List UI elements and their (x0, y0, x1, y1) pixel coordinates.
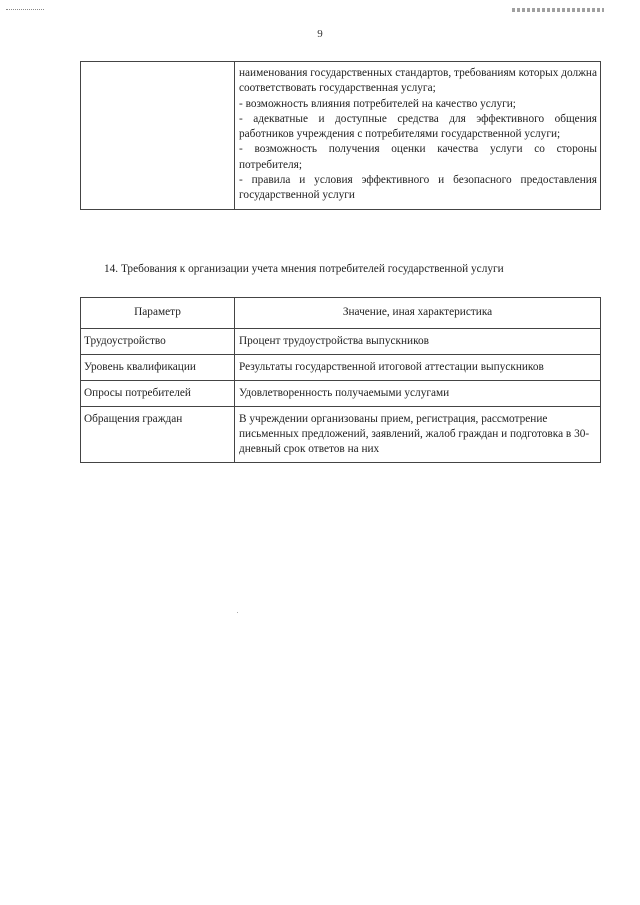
criteria-line: - адекватные и доступные средства для эффективного общения работников учреждения с потребителями государственной услуги; (239, 112, 597, 141)
criteria-line: наименования государственных стандартов, требованиям которых должна соответствовать государственная услуга; (239, 67, 597, 95)
value-cell: Удовлетворенность получаемыми услугами (235, 381, 601, 407)
quality-criteria-cell (235, 62, 601, 210)
criteria-line: - правила и условия эффективного и безопасного предоставления государственной услуги (239, 174, 597, 202)
column-header-value: Значение, иная характеристика (235, 298, 601, 329)
parameter-cell: Обращения граждан (81, 407, 235, 463)
parameter-cell: Уровень квалификации (81, 355, 235, 381)
table-header-row (81, 298, 601, 329)
page-number: 9 (317, 28, 323, 40)
value-cell: В учреждении организованы прием, регистрация, рассмотрение письменных предложений, заявлений, жалоб граждан и подготовка в 30-дневный срок ответов на них (235, 407, 601, 463)
continued-table-row (81, 62, 601, 210)
criteria-line: - возможность получения оценки качества услуги со стороны потребителя; (239, 143, 597, 171)
parameter-cell: Опросы потребителей (81, 381, 235, 407)
table-row (81, 407, 601, 463)
requirements-table (80, 297, 601, 463)
section-title: 14. Требования к организации учета мнения потребителей государственной услуги (104, 263, 504, 275)
column-header-parameter: Параметр (81, 298, 235, 329)
scan-speck (237, 612, 238, 613)
parameter-cell: Трудоустройство (81, 329, 235, 355)
scan-artifact-right (512, 8, 604, 12)
empty-cell (81, 62, 235, 210)
table-row (81, 381, 601, 407)
criteria-line: - возможность влияния потребителей на качество услуги; (239, 97, 516, 110)
continued-table (80, 61, 601, 210)
table-row (81, 329, 601, 355)
table-row (81, 355, 601, 381)
value-cell: Результаты государственной итоговой аттестации выпускников (235, 355, 601, 381)
scan-artifact-left (6, 9, 44, 11)
value-cell: Процент трудоустройства выпускников (235, 329, 601, 355)
